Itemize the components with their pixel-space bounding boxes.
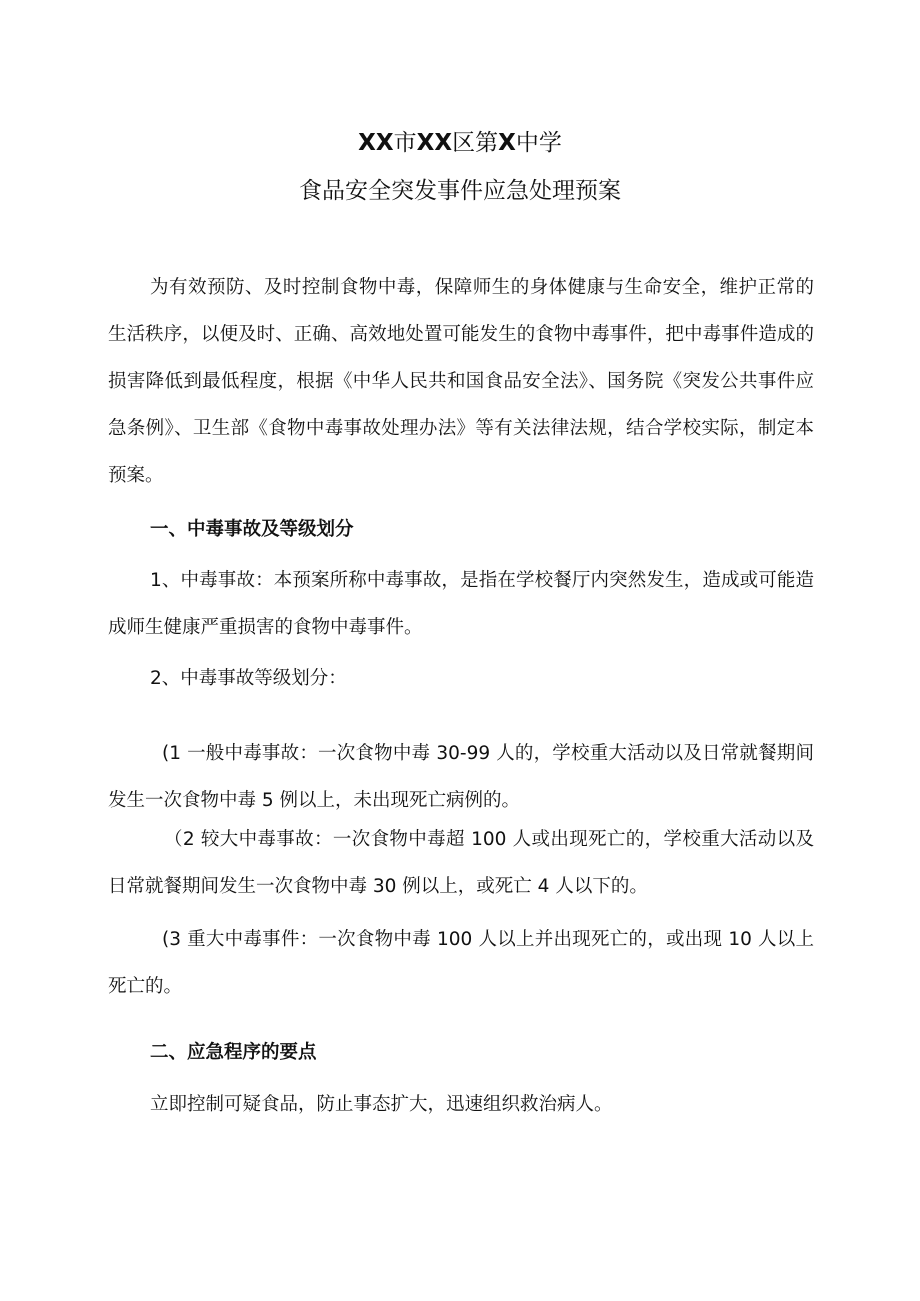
case-levels-intro: 2、中毒事故等级划分： <box>150 668 347 689</box>
section-heading-1: 一、中毒事故及等级划分 <box>150 519 354 540</box>
title-district-code: XX <box>416 130 453 156</box>
case-definition-paragraph: 1、中毒事故：本预案所称中毒事故，是指在学校餐厅内突然发生，造成或可能造成师生健康严重损害的食物中毒事件。 <box>108 570 814 638</box>
procedure-paragraph: 立即控制可疑食品，防止事态扩大，迅速组织救治病人。 <box>150 1094 613 1115</box>
title-school-no: X <box>498 130 516 156</box>
intro-paragraph: 为有效预防、及时控制食物中毒，保障师生的身体健康与生命安全，维护正常的生活秩序，以便及时、正确、高效地处置可能发生的食物中毒事件，把中毒事件造成的损害降低到最低程度，根据《中华人民共和国食品安全法》、国务院《突发公共事件应急条例》、卫生部《食物中毒事故处理办法》等有关法律法规，结合学校实际，制定本预案。 <box>108 277 814 486</box>
level-item-major: （2 较大中毒事故：一次食物中毒超 100 人或出现死亡的，学校重大活动以及日常就餐期间发生一次食物中毒 30 例以上，或死亡 4 人以下的。 <box>108 829 814 897</box>
title-city-code: XX <box>358 130 394 156</box>
title-city-word: 市 <box>393 130 417 156</box>
section-heading-2: 二、应急程序的要点 <box>150 1042 317 1063</box>
document-title-school <box>0 128 920 158</box>
document-title-plan: 食品安全突发事件应急处理预案 <box>299 178 621 204</box>
level-item-general: (1 一般中毒事故：一次食物中毒 30-99 人的，学校重大活动以及日常就餐期间发生一次食物中毒 5 例以上，未出现死亡病例的。 <box>108 743 814 811</box>
title-district-word: 区第 <box>452 130 499 156</box>
level-item-serious: (3 重大中毒事件：一次食物中毒 100 人以上并出现死亡的，或出现 10 人以上死亡的。 <box>108 929 814 997</box>
title-school-word: 中学 <box>515 130 562 156</box>
